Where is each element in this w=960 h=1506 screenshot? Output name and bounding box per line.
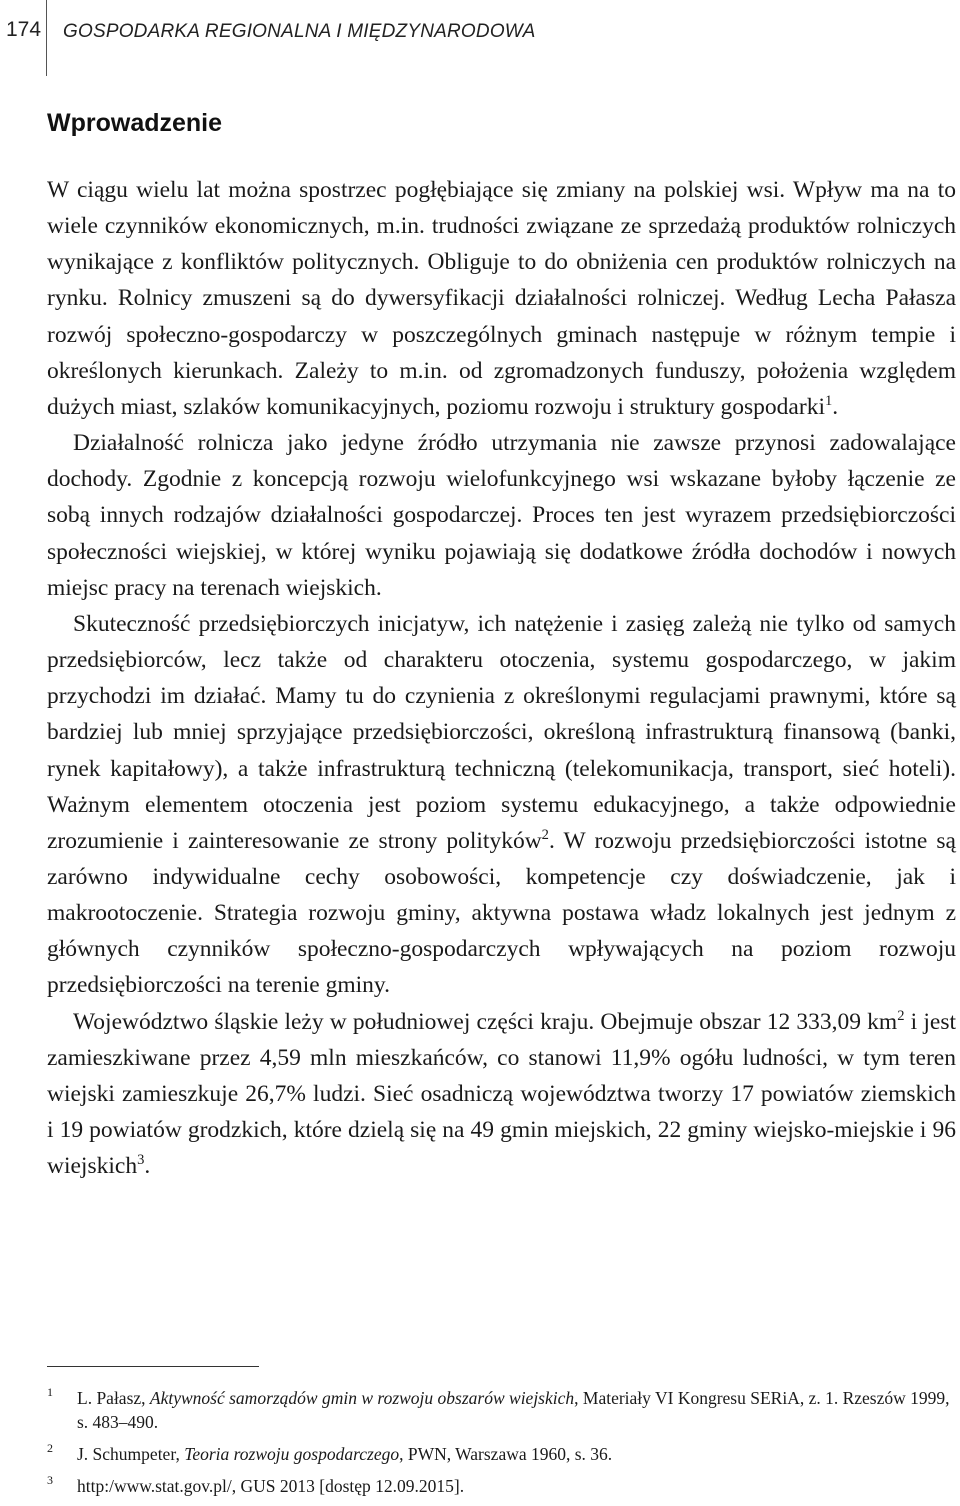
paragraph-1 bbox=[47, 172, 956, 425]
footnote-2 bbox=[47, 1442, 956, 1466]
footnote-3 bbox=[47, 1474, 956, 1498]
footnote-title: Teoria rozwoju gospodarczego bbox=[184, 1444, 400, 1464]
paragraph-text: Działalność rolnicza jako jedyne źródło utrzymania nie zawsze przynosi zadowalające dochody. Zgodnie z koncepcją rozwoju wielofunkcyjnego wsi wskazane byłoby łączenie ze sobą innych rodzajów działalności gospodarczej. Proces ten jest wyrazem przedsiębiorczości społeczności wiejskiej, w której wyniku pojawiają się dodatkowe źródła dochodów i nowych miejsc pracy na terenach wiejskich. bbox=[47, 430, 956, 601]
header-divider bbox=[46, 0, 47, 76]
footnote-text bbox=[77, 1444, 612, 1464]
footnote-number: 2 bbox=[47, 1441, 53, 1455]
paragraph-text: i jest zamieszkiwane przez 4,59 mln mieszkańców, co stanowi 11,9% ogółu ludności, w tym teren wiejski zamieszkuje 26,7% ludzi. Sieć osadniczą województwa tworzy 17 powiatów ziemskich i 19 powiatów grodzkich, które dzielą się na 49 gmin miejskich, 22 gminy wiejsko-miejskie i 96 wiejskich bbox=[47, 1008, 956, 1180]
footnotes bbox=[47, 1386, 956, 1506]
page-header bbox=[0, 0, 960, 78]
footnote-number: 3 bbox=[47, 1473, 53, 1487]
footnote-author: J. Schumpeter, bbox=[77, 1444, 185, 1464]
running-title: GOSPODARKA REGIONALNA I MIĘDZYNARODOWA bbox=[63, 21, 536, 42]
footnote-1 bbox=[47, 1386, 956, 1434]
footnote-author: L. Pałasz, bbox=[77, 1388, 150, 1408]
footnote-title: Aktywność samorządów gmin w rozwoju obszarów wiejskich bbox=[149, 1388, 575, 1408]
paragraph-3 bbox=[47, 606, 956, 1004]
paragraph-text: W ciągu wielu lat można spostrzec pogłębiające się zmiany na polskiej wsi. Wpływ ma na to wiele czynników ekonomicznych, m.in. trudności związane ze sprzedażą produktów rolniczych wynikające z konfliktów politycznych. Obliguje to do obniżenia cen produktów rolniczych na rynku. Rolnicy zmuszeni są do dywersyfikacji działalności rolniczej. Według Lecha Pałasza rozwój społeczno-gospodarczy w poszczególnych gminach następuje w różnym tempie i określonych kierunkach. Zależy to m.in. od zgromadzonych funduszy, położenia względem dużych miast, szlaków komunikacyjnych, poziomu rozwoju i struktury gospodarki bbox=[47, 177, 956, 420]
footnote-ref-2[interactable]: 2 bbox=[541, 826, 549, 843]
paragraph-4 bbox=[47, 1004, 956, 1185]
paragraph-text: . W rozwoju przedsiębiorczości istotne są zarówno indywidualne cechy osobowości, kompetencje czy doświadczenie, jak i makrootoczenie. Strategia rozwoju gminy, aktywna postawa władz lokalnych jest jednym z głównych czynników społeczno-gospodarczych wpływających na poziom rozwoju przedsiębiorczości na terenie gminy. bbox=[47, 827, 956, 999]
footnote-text[interactable] bbox=[77, 1476, 464, 1496]
footnote-text bbox=[77, 1388, 950, 1432]
paragraph-text: . bbox=[832, 393, 839, 420]
body-text bbox=[47, 172, 956, 1184]
page-number: 174 bbox=[6, 18, 42, 41]
superscript-exponent: 2 bbox=[897, 1007, 905, 1024]
paragraph-2 bbox=[47, 425, 956, 606]
footnote-ref-3[interactable]: 3 bbox=[137, 1152, 145, 1169]
paragraph-text: . bbox=[144, 1153, 151, 1180]
paragraph-text: Skuteczność przedsiębiorczych inicjatyw, ich natężenie i zasięg zależą nie tylko od samych przedsiębiorców, lecz także od charakteru otoczenia, systemu gospodarczego, w jakim przychodzi im działać. Mamy tu do czynienia z określonymi regulacjami prawnymi, które są bardziej lub mniej sprzyjające przedsiębiorczości, określoną infrastrukturą finansową (banki, rynek kapitałowy), a także infrastrukturą techniczną (telekomunikacja, transport, sieć hoteli). Ważnym elementem otoczenia jest poziom systemu edukacyjnego, a także odpowiednie zrozumienie i zainteresowanie ze strony polityków bbox=[47, 610, 956, 854]
footnote-source: , PWN, Warszawa 1960, s. 36. bbox=[399, 1444, 613, 1464]
section-heading: Wprowadzenie bbox=[47, 109, 223, 137]
footnote-ref-1[interactable]: 1 bbox=[824, 393, 833, 410]
paragraph-text: Województwo śląskie leży w południowej części kraju. Obejmuje obszar 12 333,09 km bbox=[73, 1008, 898, 1035]
footnote-separator bbox=[47, 1366, 259, 1367]
footnote-number: 1 bbox=[47, 1385, 53, 1399]
footnote-link[interactable]: http:/www.stat.gov.pl/, GUS 2013 [dostęp 12.09.2015]. bbox=[77, 1476, 465, 1496]
footnote-source: , Materiały VI Kongresu SERiA, z. 1. Rzeszów 1999, s. 483–490. bbox=[77, 1388, 950, 1432]
